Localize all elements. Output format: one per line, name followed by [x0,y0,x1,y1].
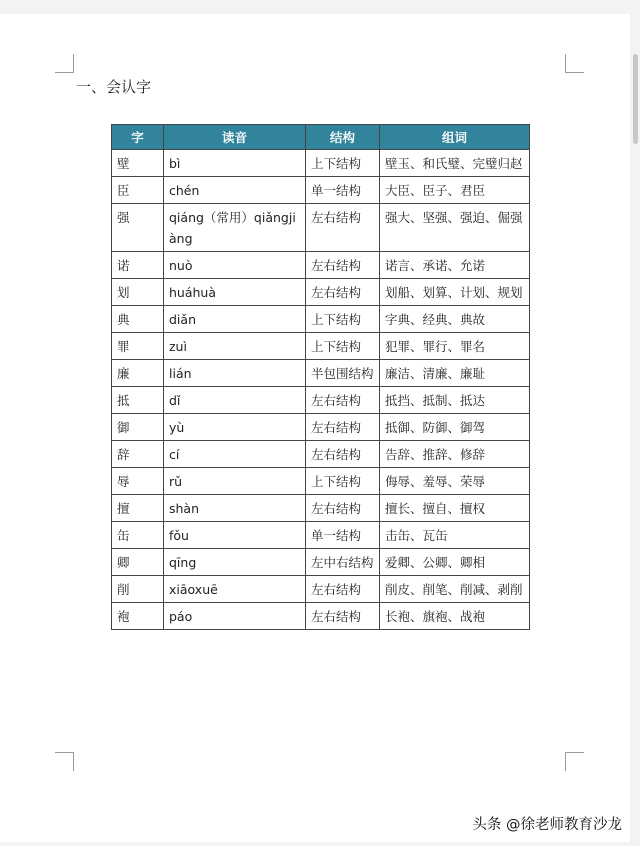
cell-structure: 上下结构 [306,306,380,333]
header-structure: 结构 [306,125,380,150]
cell-words: 字典、经典、典故 [380,306,530,333]
cell-character: 典 [112,306,164,333]
header-pronunciation: 读音 [164,125,306,150]
table-row [112,468,530,495]
table-row [112,441,530,468]
cell-words: 犯罪、罪行、罪名 [380,333,530,360]
cell-structure: 上下结构 [306,150,380,177]
cell-character: 袍 [112,603,164,630]
cell-pinyin: diǎn [164,306,306,333]
cell-pinyin: nuò [164,252,306,279]
cell-structure: 半包围结构 [306,360,380,387]
vertical-scrollbar[interactable] [630,14,640,842]
section-heading: 一、会认字 [76,78,152,96]
cell-structure: 左右结构 [306,279,380,306]
table-row [112,576,530,603]
cell-pinyin: rǔ [164,468,306,495]
cell-pinyin: shàn [164,495,306,522]
cell-character: 擅 [112,495,164,522]
cell-structure: 左右结构 [306,441,380,468]
cell-character: 辱 [112,468,164,495]
cell-words: 大臣、臣子、君臣 [380,177,530,204]
table-row [112,522,530,549]
cell-character: 缶 [112,522,164,549]
header-words: 组词 [380,125,530,150]
cell-pinyin: dǐ [164,387,306,414]
table-row [112,252,530,279]
crop-mark-bottom-left [55,752,74,771]
cell-structure: 单一结构 [306,522,380,549]
cell-words: 廉洁、清廉、廉耻 [380,360,530,387]
cell-character: 诺 [112,252,164,279]
table-row [112,495,530,522]
table-row [112,333,530,360]
cell-structure: 左右结构 [306,387,380,414]
cell-words: 削皮、削笔、削减、剥削 [380,576,530,603]
cell-structure: 左右结构 [306,414,380,441]
cell-pinyin: cí [164,441,306,468]
cell-pinyin: páo [164,603,306,630]
table-row [112,603,530,630]
table-row [112,387,530,414]
cell-structure: 左右结构 [306,252,380,279]
header-character: 字 [112,125,164,150]
cell-words: 擅长、擅自、擅权 [380,495,530,522]
character-table [111,124,530,630]
cell-pinyin: xiāoxuē [164,576,306,603]
cell-structure: 左右结构 [306,603,380,630]
cell-pinyin: huáhuà [164,279,306,306]
cell-pinyin: zuì [164,333,306,360]
cell-character: 强 [112,204,164,252]
cell-structure: 左右结构 [306,204,380,252]
cell-pinyin: chén [164,177,306,204]
cell-character: 卿 [112,549,164,576]
cell-structure: 左右结构 [306,576,380,603]
cell-words: 爱卿、公卿、卿相 [380,549,530,576]
cell-character: 臣 [112,177,164,204]
cell-character: 廉 [112,360,164,387]
cell-character: 抵 [112,387,164,414]
cell-character: 罪 [112,333,164,360]
cell-words: 告辞、推辞、修辞 [380,441,530,468]
crop-mark-top-left [55,54,74,73]
table-row [112,306,530,333]
watermark: 头条 @徐老师教育沙龙 [472,817,622,833]
cell-structure: 左右结构 [306,495,380,522]
cell-character: 壁 [112,150,164,177]
crop-mark-bottom-right [565,752,584,771]
cell-words: 抵御、防御、御驾 [380,414,530,441]
cell-pinyin: lián [164,360,306,387]
cell-pinyin: yù [164,414,306,441]
cell-structure: 上下结构 [306,468,380,495]
cell-character: 划 [112,279,164,306]
cell-pinyin: qīng [164,549,306,576]
cell-structure: 单一结构 [306,177,380,204]
cell-pinyin: bì [164,150,306,177]
cell-words: 划船、划算、计划、规划 [380,279,530,306]
cell-words: 强大、坚强、强迫、倔强 [380,204,530,252]
cell-character: 御 [112,414,164,441]
cell-words: 长袍、旗袍、战袍 [380,603,530,630]
table-header-row [112,125,530,150]
cell-words: 诺言、承诺、允诺 [380,252,530,279]
cell-character: 辞 [112,441,164,468]
cell-words: 抵挡、抵制、抵达 [380,387,530,414]
table-row [112,414,530,441]
cell-pinyin: fǒu [164,522,306,549]
crop-mark-top-right [565,54,584,73]
table-row [112,549,530,576]
table-row [112,150,530,177]
scrollbar-thumb[interactable] [633,54,638,144]
cell-words: 击缶、瓦缶 [380,522,530,549]
table-row [112,360,530,387]
cell-words: 侮辱、羞辱、荣辱 [380,468,530,495]
cell-character: 削 [112,576,164,603]
cell-pinyin: qiáng（常用）qiǎngjiàng [164,204,306,252]
table-row [112,204,530,252]
table-row [112,279,530,306]
cell-structure: 上下结构 [306,333,380,360]
cell-words: 壁玉、和氏璧、完璧归赵 [380,150,530,177]
table-row [112,177,530,204]
cell-structure: 左中右结构 [306,549,380,576]
